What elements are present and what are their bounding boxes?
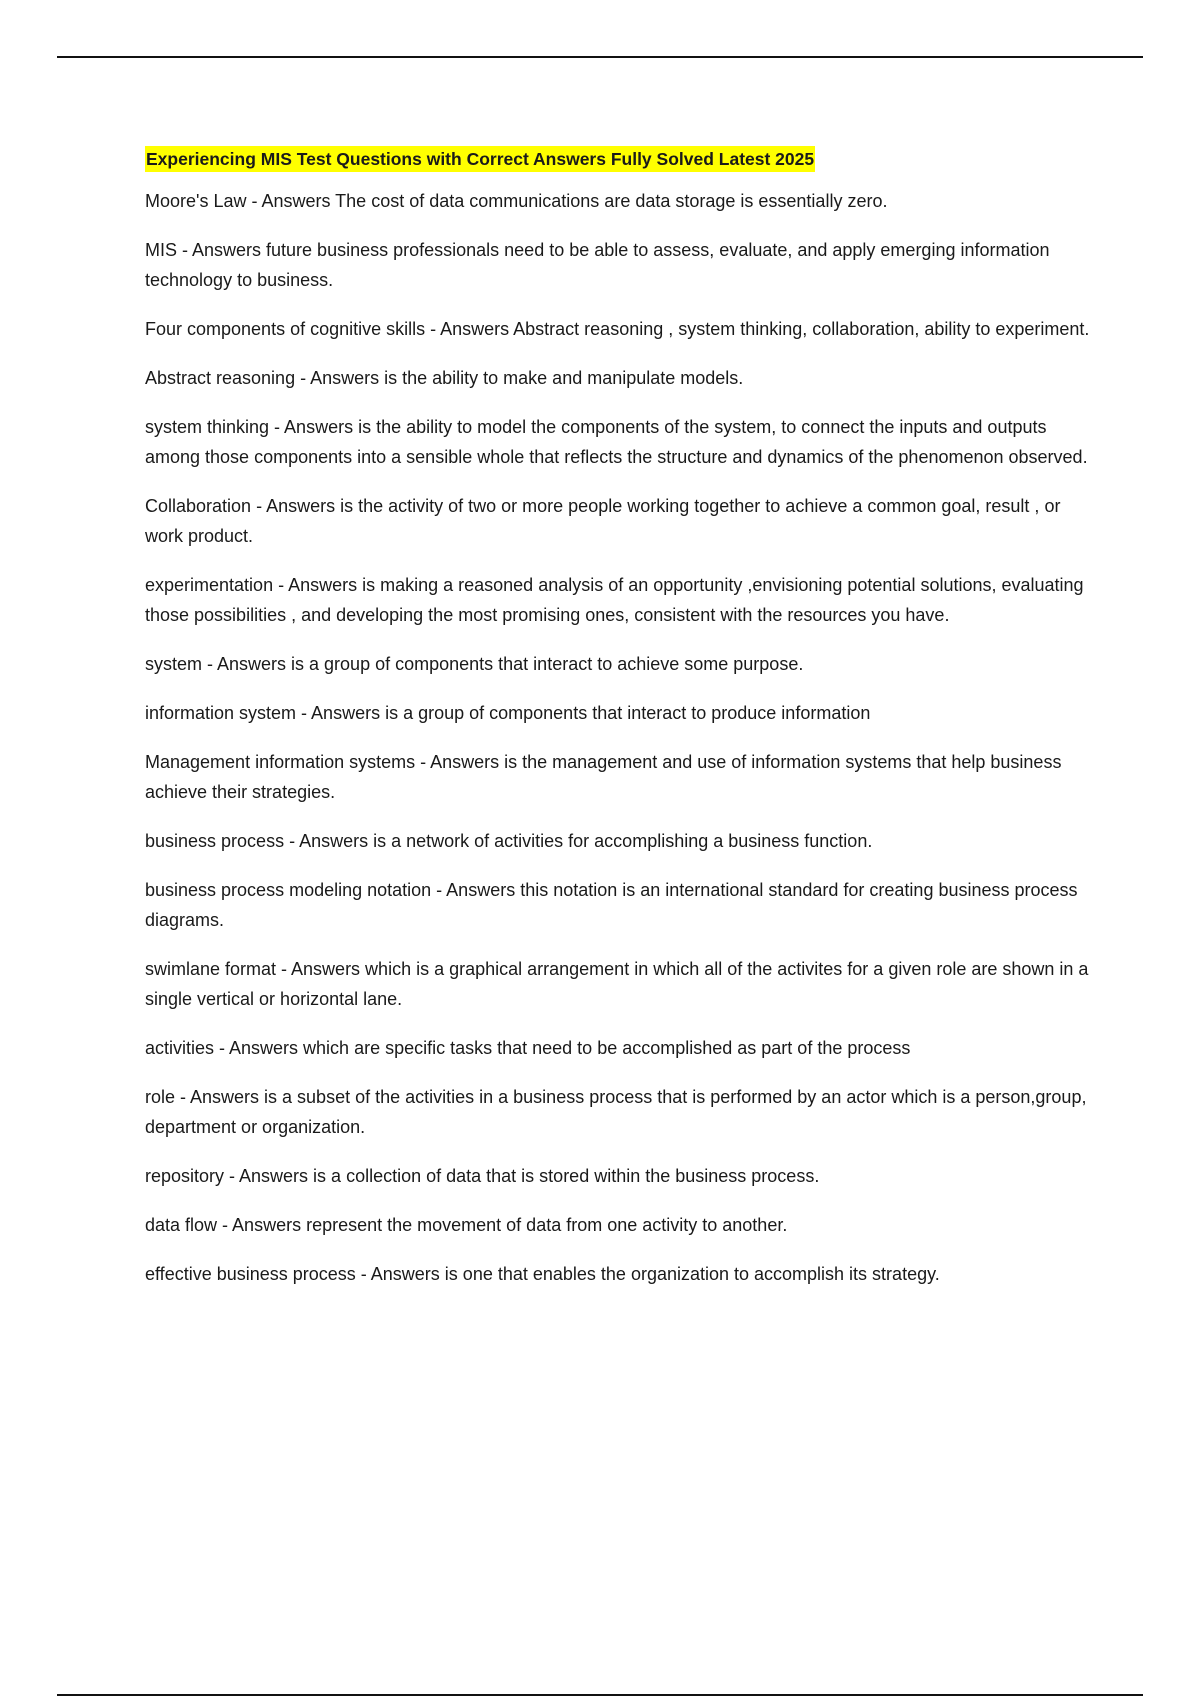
qa-item: data flow - Answers represent the movement of data from one activity to another. (145, 1215, 788, 1235)
document-body (145, 146, 1090, 1308)
header-rule (57, 56, 1143, 58)
qa-item: role - Answers is a subset of the activities in a business process that is performed by an actor which is a person,group, department or organization. (145, 1087, 1087, 1137)
document-title: Experiencing MIS Test Questions with Correct Answers Fully Solved Latest 2025 (145, 146, 815, 172)
qa-item: MIS - Answers future business professionals need to be able to assess, evaluate, and apply emerging information technology to business. (145, 240, 1050, 290)
qa-item: business process modeling notation - Answers this notation is an international standard for creating business process diagrams. (145, 880, 1078, 930)
qa-item: Collaboration - Answers is the activity of two or more people working together to achieve a common goal, result , or work product. (145, 496, 1061, 546)
qa-item: information system - Answers is a group of components that interact to produce information (145, 703, 871, 723)
qa-item: Moore's Law - Answers The cost of data communications are data storage is essentially zero. (145, 191, 888, 211)
qa-item: Four components of cognitive skills - Answers Abstract reasoning , system thinking, collaboration, ability to experiment. (145, 319, 1090, 339)
qa-item: system - Answers is a group of components that interact to achieve some purpose. (145, 654, 804, 674)
qa-item: Management information systems - Answers is the management and use of information systems that help business achieve their strategies. (145, 752, 1062, 802)
qa-item: effective business process - Answers is one that enables the organization to accomplish its strategy. (145, 1264, 940, 1284)
qa-item: Abstract reasoning - Answers is the ability to make and manipulate models. (145, 368, 744, 388)
footer-rule (57, 1694, 1143, 1696)
qa-item: business process - Answers is a network of activities for accomplishing a business function. (145, 831, 873, 851)
qa-item: repository - Answers is a collection of data that is stored within the business process. (145, 1166, 820, 1186)
qa-item: experimentation - Answers is making a reasoned analysis of an opportunity ,envisioning potential solutions, evaluating those possibilities , and developing the most promising ones, consistent with the resources you have. (145, 575, 1084, 625)
qa-list (145, 186, 1090, 1289)
qa-item: system thinking - Answers is the ability to model the components of the system, to connect the inputs and outputs among those components into a sensible whole that reflects the structure and dynamics of the phenomenon observed. (145, 417, 1088, 467)
qa-item: activities - Answers which are specific tasks that need to be accomplished as part of the process (145, 1038, 911, 1058)
qa-item: swimlane format - Answers which is a graphical arrangement in which all of the activites for a given role are shown in a single vertical or horizontal lane. (145, 959, 1089, 1009)
